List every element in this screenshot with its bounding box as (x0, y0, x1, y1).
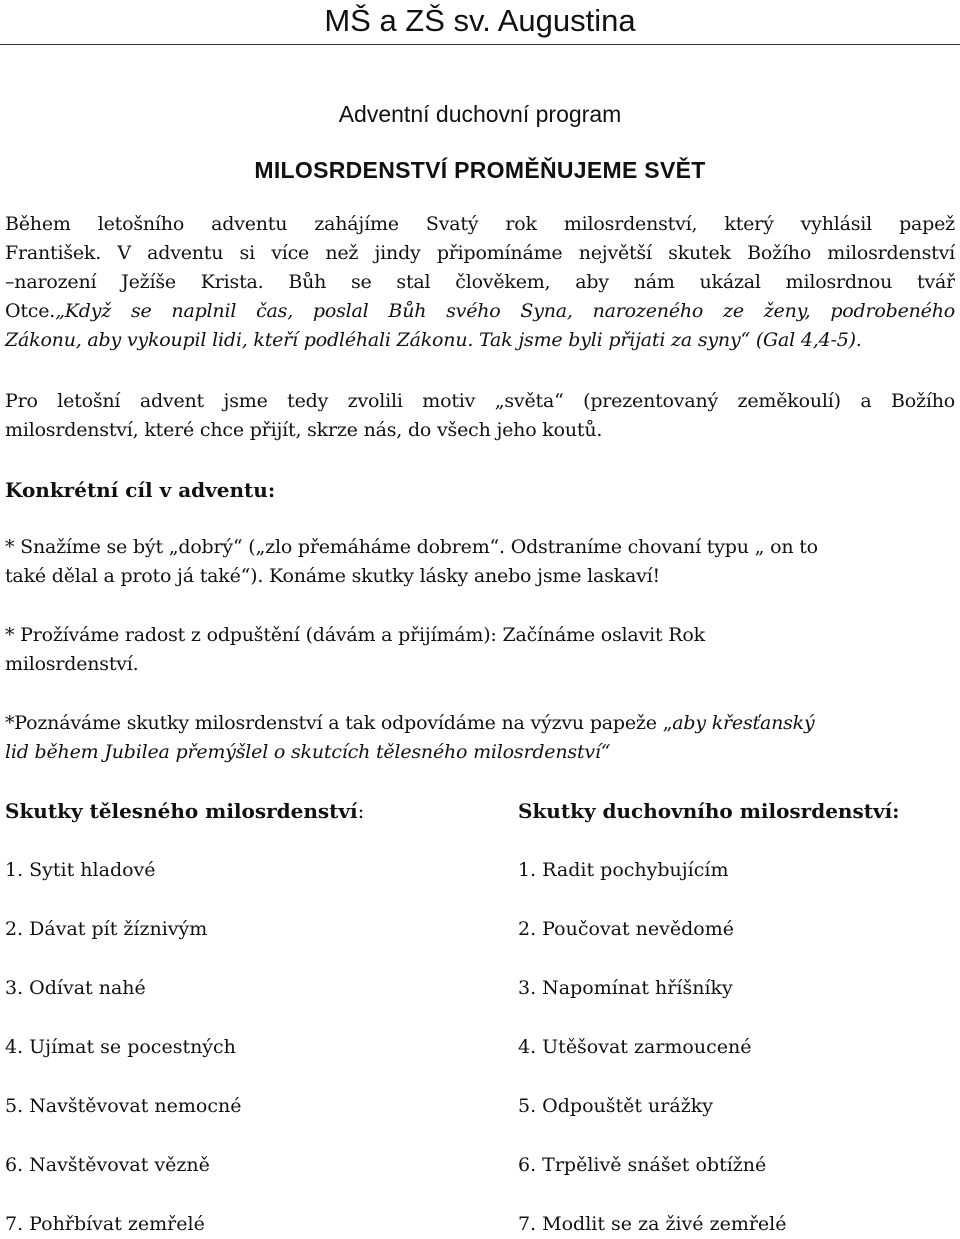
bodily-work-item: 3. Odívat nahé (5, 977, 146, 999)
goal-3-italic-2: lid během Jubilea přemýšlel o skutcích tělesného milosrdenství“ (5, 741, 611, 763)
bodily-work-item: 5. Navštěvovat nemocné (5, 1095, 242, 1117)
intro-line-4-prefix: Otce. (5, 300, 56, 322)
intro-paragraph (5, 210, 955, 355)
goal-2-line-2: milosrdenství. (5, 653, 139, 675)
spiritual-work-item: 1. Radit pochybujícím (518, 859, 729, 881)
goal-3-italic-1: aby křesťanský (672, 712, 815, 734)
scripture-quote-part-2: Zákonu, aby vykoupil lidi, kteří podléhali Zákonu. Tak jsme byli přijati za syny“ (Gal 4,4-5). (5, 329, 862, 351)
goal-2 (5, 621, 955, 679)
goal-2-line-1: * Prožíváme radost z odpuštění (dávám a přijímám): Začínáme oslavit Rok (5, 624, 705, 646)
program-title: MILOSRDENSTVÍ PROMĚŇUJEME SVĚT (254, 157, 706, 183)
goal-1 (5, 533, 955, 591)
spiritual-work-item: 7. Modlit se za živé zemřelé (518, 1213, 787, 1235)
goal-3 (5, 709, 955, 767)
intro-line-1: Během letošního adventu zahájíme Svatý rok milosrdenství, který vyhlásil papež (5, 213, 955, 235)
motif-line-1: Pro letošní advent jsme tedy zvolili motiv „světa“ (prezentovaný zeměkoulí) a Božího (5, 390, 955, 412)
spiritual-work-item: 4. Utěšovat zarmoucené (518, 1036, 752, 1058)
spiritual-work-item: 6. Trpělivě snášet obtížné (518, 1154, 767, 1176)
spiritual-work-item: 5. Odpouštět urážky (518, 1095, 713, 1117)
bodily-work-item: 7. Pohřbívat zemřelé (5, 1213, 205, 1235)
spiritual-works-heading: Skutky duchovního milosrdenství: (518, 799, 900, 823)
goal-3-prefix: *Poznáváme skutky milosrdenství a tak odpovídáme na výzvu papeže „ (5, 712, 673, 734)
scripture-quote-part-1: „Když se naplnil čas, poslal Bůh svého Syna, narozeného ze ženy, podrobeného (55, 300, 955, 322)
bodily-work-item: 6. Navštěvovat vězně (5, 1154, 210, 1176)
school-name-header: MŠ a ZŠ sv. Augustina (324, 3, 636, 38)
intro-line-2: František. V adventu si více než jindy připomínáme největší skutek Božího milosrdenství (5, 242, 955, 264)
goal-heading: Konkrétní cíl v adventu: (5, 478, 276, 502)
goal-1-line-1: * Snažíme se být „dobrý“ („zlo přemáháme dobrem“. Odstraníme chovaní typu „ on to (5, 536, 818, 558)
spiritual-work-item: 3. Napomínat hříšníky (518, 977, 733, 999)
motif-paragraph (5, 387, 955, 445)
spiritual-work-item: 2. Poučovat nevědomé (518, 918, 734, 940)
program-subtitle: Adventní duchovní program (338, 101, 622, 127)
bodily-works-heading-colon: : (357, 799, 365, 823)
bodily-work-item: 4. Ujímat se pocestných (5, 1036, 236, 1058)
bodily-works-heading (5, 797, 364, 826)
bodily-work-item: 1. Sytit hladové (5, 859, 156, 881)
intro-line-4 (5, 297, 955, 326)
intro-line-3: –narození Ježíše Krista. Bůh se stal člověkem, aby nám ukázal milosrdnou tvář (5, 271, 955, 293)
bodily-works-heading-text: Skutky tělesného milosrdenství (5, 799, 358, 823)
motif-line-2: milosrdenství, které chce přijít, skrze nás, do všech jeho koutů. (5, 419, 603, 441)
goal-1-line-2: také dělal a proto já také“). Konáme skutky lásky anebo jsme laskaví! (5, 565, 660, 587)
bodily-work-item: 2. Dávat pít žíznivým (5, 918, 208, 940)
header-divider (0, 44, 960, 45)
goal-3-line-1 (5, 709, 955, 738)
